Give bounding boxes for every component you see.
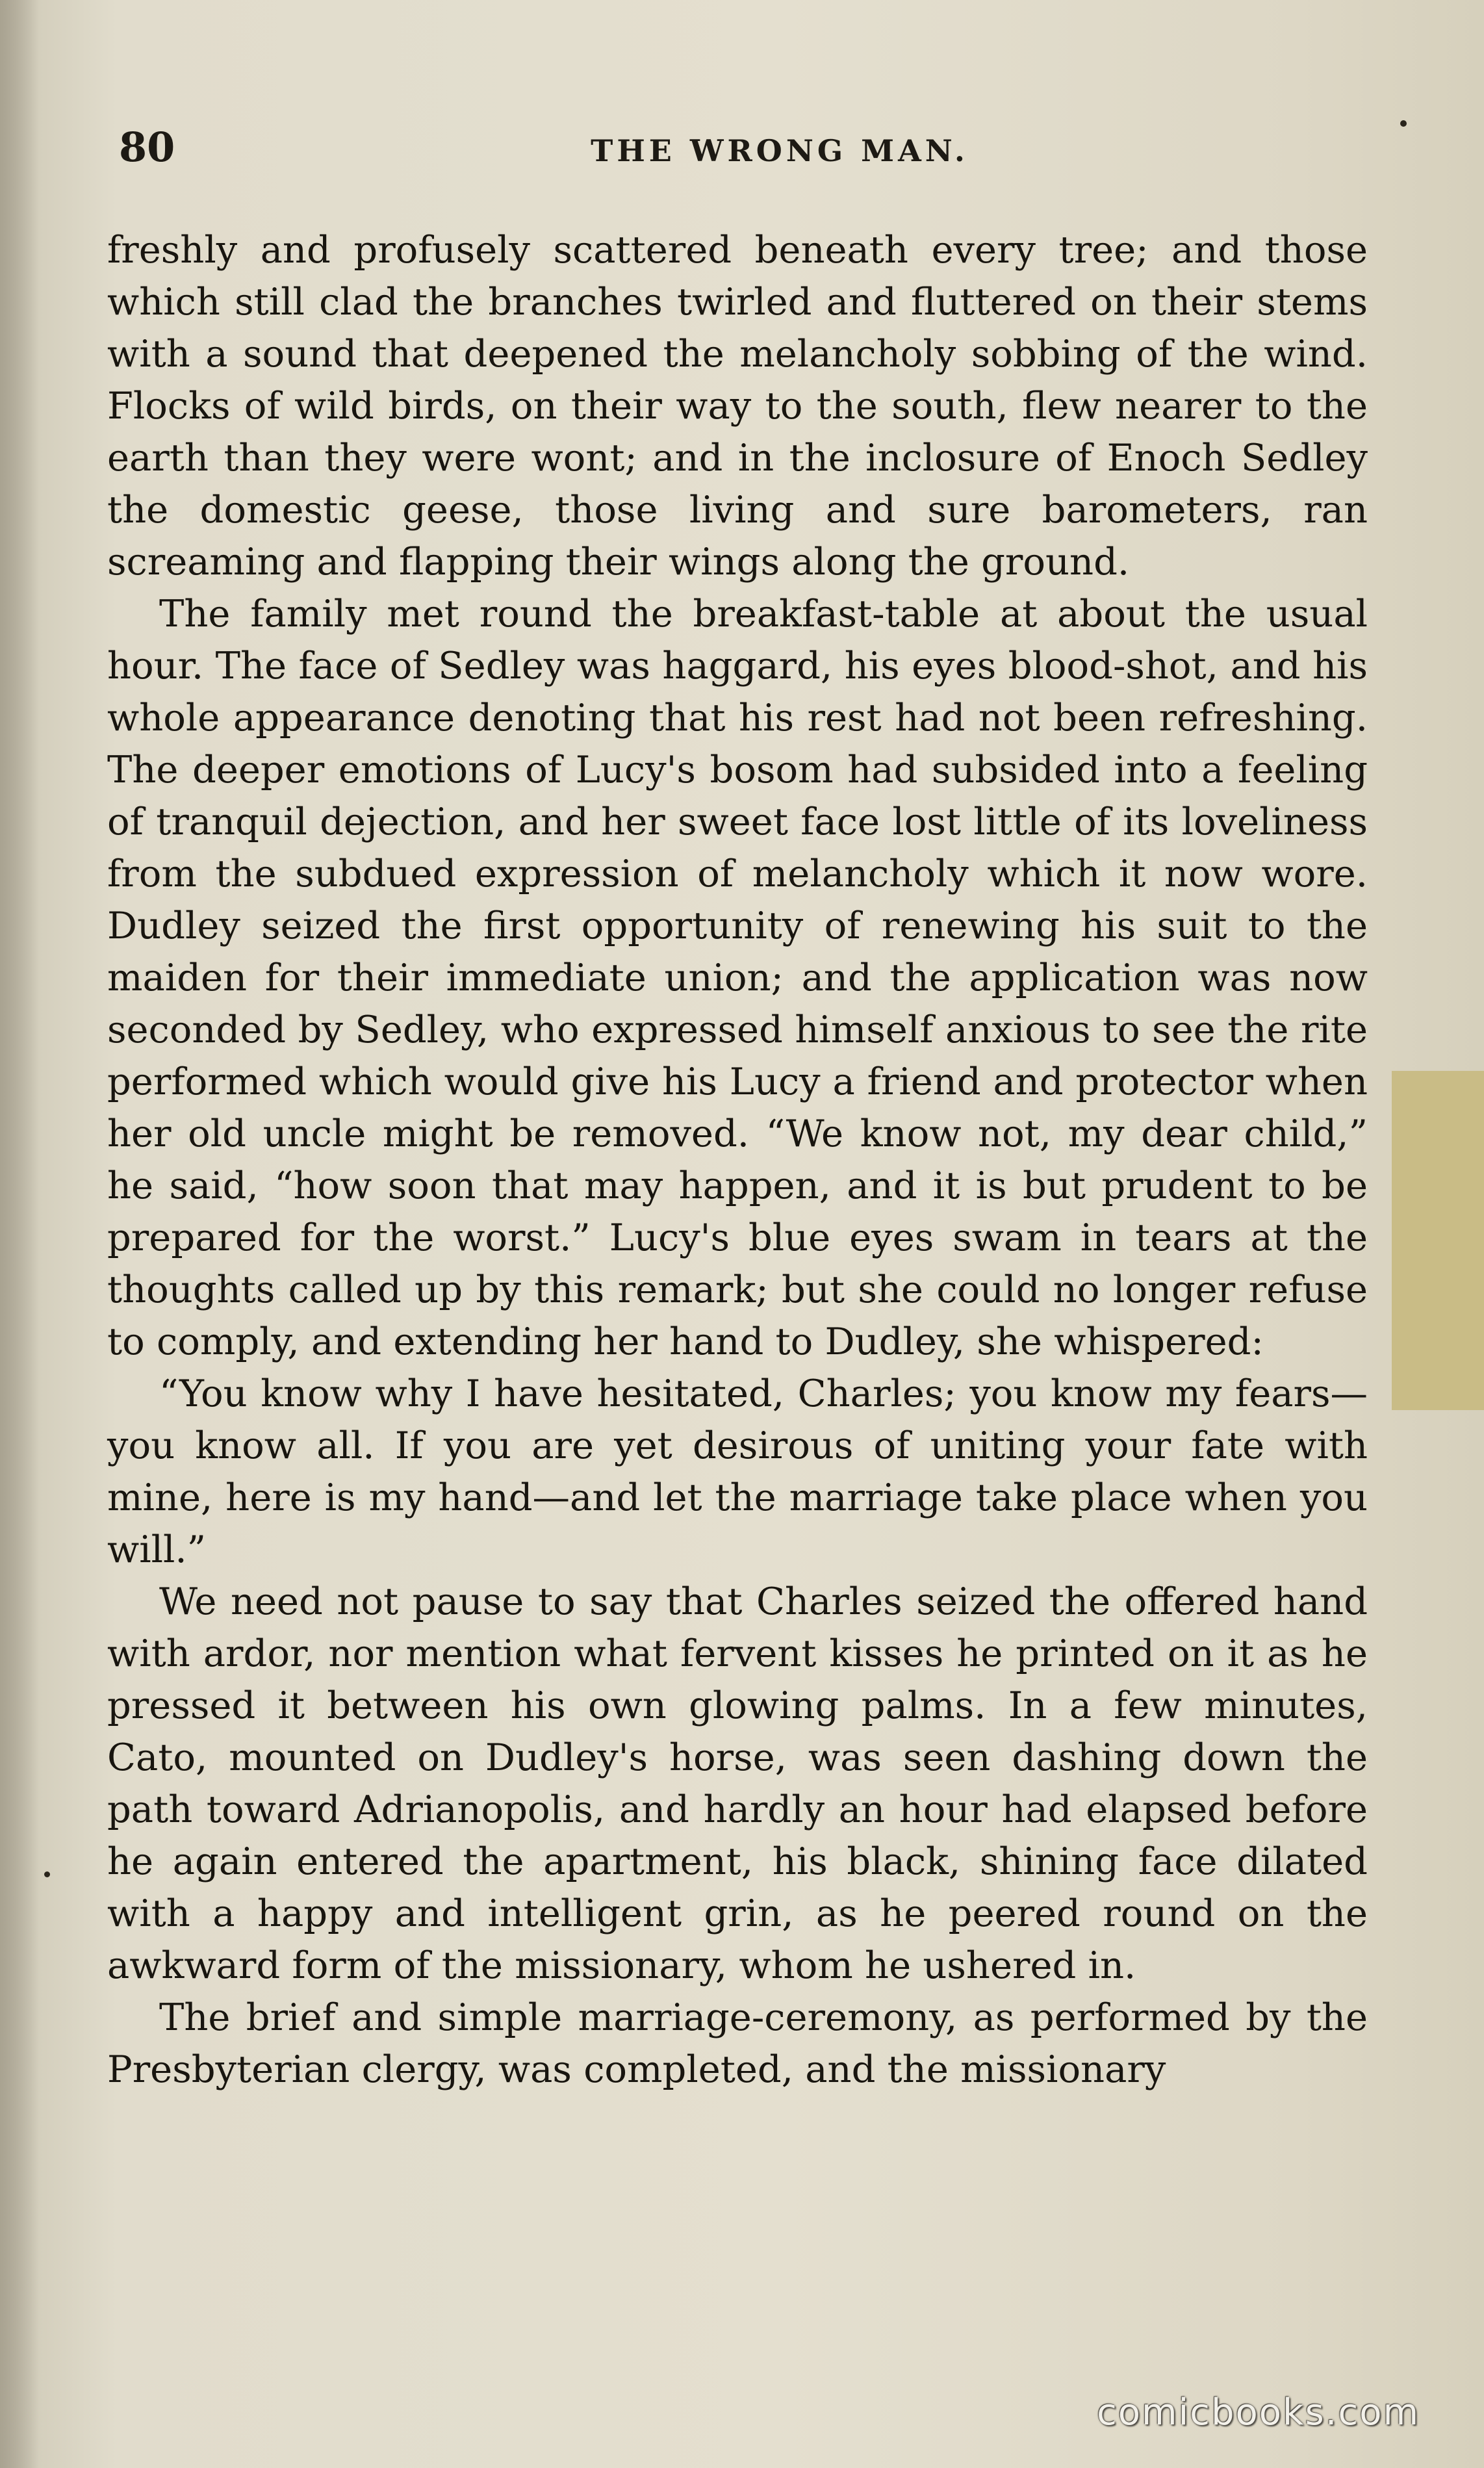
spine-shadow xyxy=(0,0,39,2468)
page-edge-tab xyxy=(1392,1071,1484,1410)
ink-speck xyxy=(44,1871,50,1877)
running-title: THE WRONG MAN. xyxy=(591,133,969,168)
page-number: 80 xyxy=(119,123,175,171)
paragraph-5: The brief and simple marriage-ceremony, as performed by the Presbyterian clergy, was completed, and the missionary xyxy=(107,1996,1368,2091)
watermark-logo: comicbooks.com xyxy=(1097,2391,1420,2434)
paragraph-1: freshly and profusely scattered beneath every tree; and those which still clad the branches twirled and fluttered on their stems with a sound that deepened the melancholy sobbing of the wind. Flocks of wild birds, on their way to the south, flew nearer to the earth than they were wont; and in the inclosure of Enoch Sedley the domestic geese, those living and sure barometers, ran screaming and flapping their wings along the ground. xyxy=(107,228,1368,584)
paragraph-4: We need not pause to say that Charles seized the offered hand with ardor, nor mention what fervent kisses he printed on it as he pressed it between his own glowing palms. In a few minutes, Cato, mounted on Dudley's horse, was seen dashing down the path toward Adrianopolis, and hardly an hour had elapsed before he again entered the apartment, his black, shining face dilated with a happy and intelligent grin, as he peered round on the awkward form of the missionary, whom he ushered in. xyxy=(107,1580,1368,1987)
body-text xyxy=(107,224,1368,2096)
paragraph-2: The family met round the breakfast-table at about the usual hour. The face of Sedley was haggard, his eyes blood-shot, and his whole appearance denoting that his rest had not been refreshing. The deeper emotions of Lucy's bosom had subsided into a feeling of tranquil dejection, and her sweet face lost little of its loveliness from the subdued expression of melancholy which it now wore. Dudley seized the first opportunity of renewing his suit to the maiden for their immediate union; and the application was now seconded by Sedley, who expressed himself anxious to see the rite performed which would give his Lucy a friend and protector when her old uncle might be removed. “We know not, my dear child,” he said, “how soon that may happen, and it is but prudent to be prepared for the worst.” Lucy's blue eyes swam in tears at the thoughts called up by this remark; but she could no longer refuse to comply, and extending her hand to Dudley, she whispered: xyxy=(107,592,1368,1363)
ink-speck xyxy=(1400,120,1407,127)
paragraph-3: “You know why I have hesitated, Charles; you know my fears—you know all. If you are yet desirous of uniting your fate with mine, here is my hand—and let the marriage take place when you will.” xyxy=(107,1372,1368,1571)
